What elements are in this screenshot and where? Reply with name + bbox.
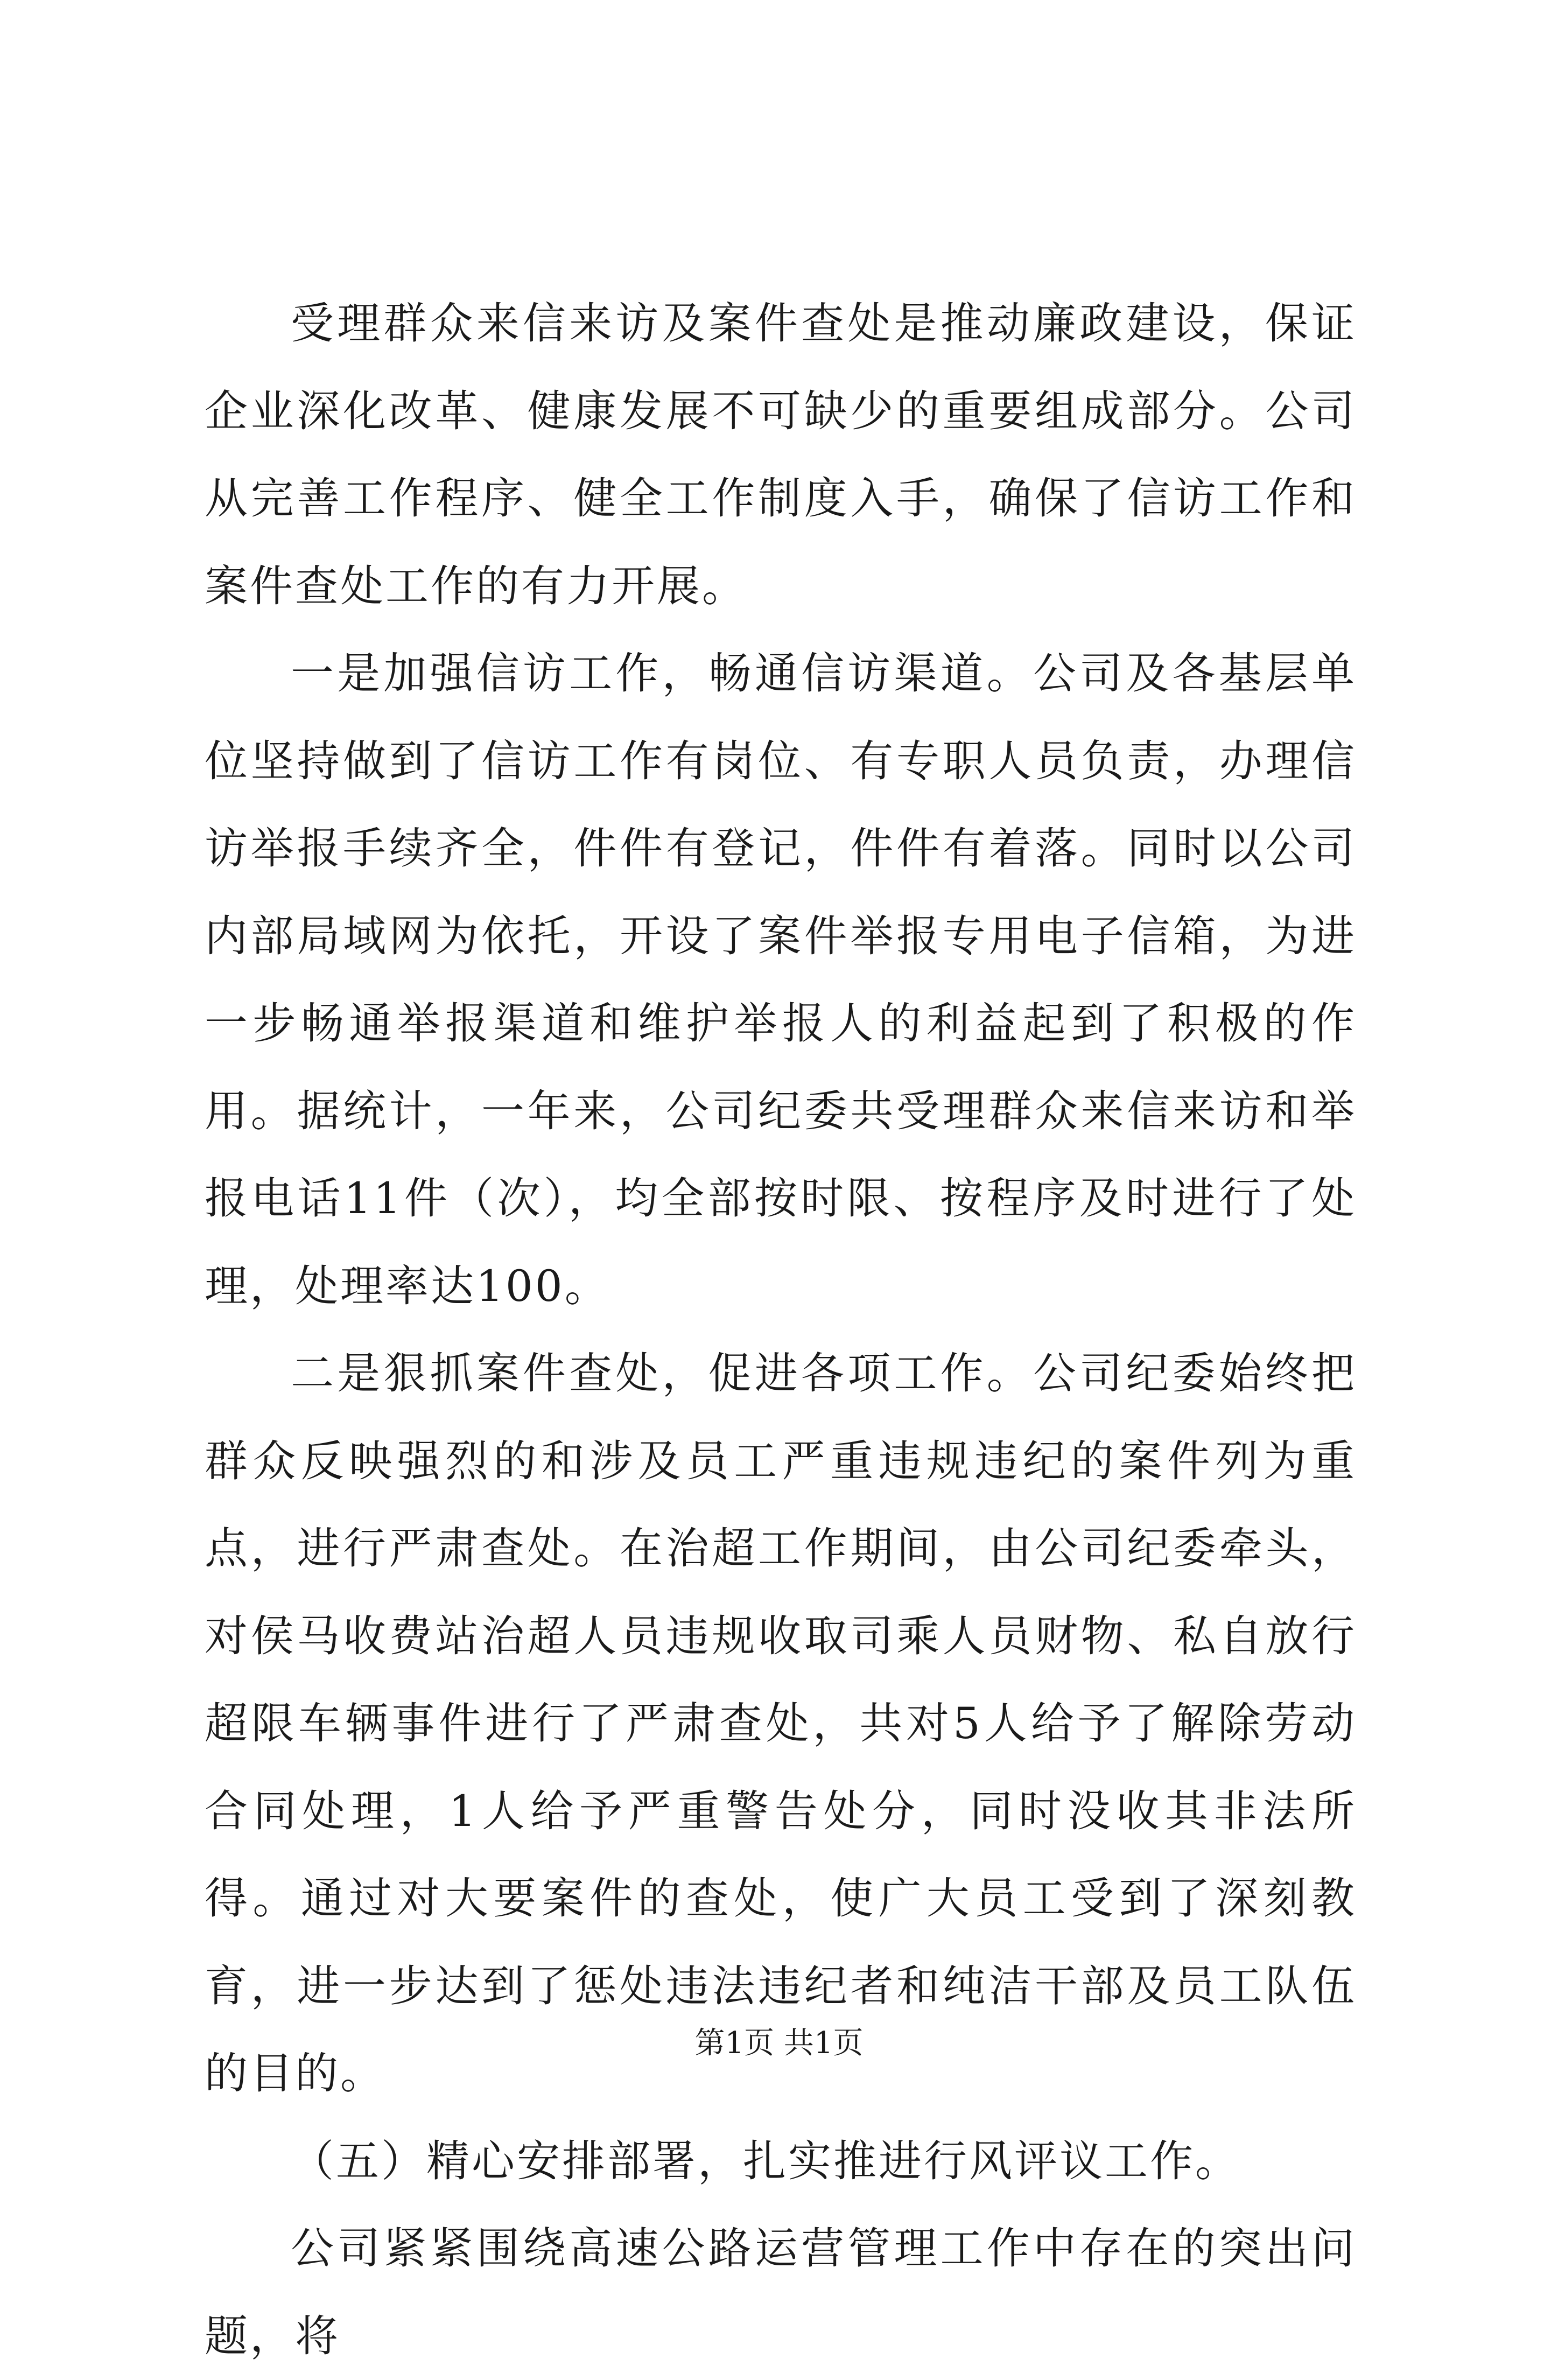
document-body bbox=[205, 280, 1357, 2380]
paragraph-case-investigation: 二是狠抓案件查处，促进各项工作。公司纪委始终把群众反映强烈的和涉及员工严重违规违纪的案件列为重点，进行严肃查处。在治超工作期间，由公司纪委牵头，对侯马收费站治超人员违规收取司乘人员财物、私自放行超限车辆事件进行了严肃查处，共对5人给予了解除劳动合同处理，1人给予严重警告处分，同时没收其非法所得。通过对大要案件的查处，使广大员工受到了深刻教育，进一步达到了惩处违法违纪者和纯洁干部及员工队伍的目的。 bbox=[205, 1348, 1357, 2098]
paragraph-letters-and-cases: 受理群众来信来访及案件查处是推动廉政建设，保证企业深化改革、健康发展不可缺少的重要组成部分。公司从完善工作程序、健全工作制度入手，确保了信访工作和案件查处工作的有力开展。 bbox=[205, 298, 1357, 611]
paragraph-highway-operations: 公司紧紧围绕高速公路运营管理工作中存在的突出问题，将 bbox=[205, 2223, 1357, 2361]
paragraph-petition-work: 一是加强信访工作，畅通信访渠道。公司及各基层单位坚持做到了信访工作有岗位、有专职人员负责，办理信访举报手续齐全，件件有登记，件件有着落。同时以公司内部局域网为依托，开设了案件举报专用电子信箱，为进一步畅通举报渠道和维护举报人的利益起到了积极的作用。据统计，一年来，公司纪委共受理群众来信来访和举报电话11件（次），均全部按时限、按程序及时进行了处理，处理率达100。 bbox=[205, 648, 1357, 1311]
page-footer: 第1页 共1页 bbox=[694, 2026, 864, 2061]
section-heading-five: （五）精心安排部署，扎实推进行风评议工作。 bbox=[291, 2136, 1240, 2186]
